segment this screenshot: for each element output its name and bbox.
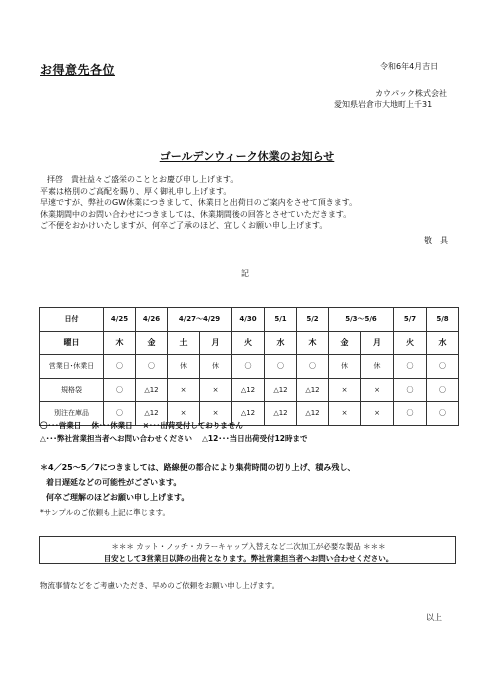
schedule-cell: 5/3〜5/6 (329, 308, 394, 332)
schedule-cell: △12 (232, 402, 265, 426)
schedule-cell: 月 (200, 331, 232, 355)
schedule-cell: × (329, 402, 361, 426)
ki-marker: 記 (241, 269, 249, 278)
schedule-cell: 土 (168, 331, 200, 355)
closing-request: 物流事情などをご考慮いただき、早めのご依頼をお願い申し上げます。 (40, 581, 280, 590)
recipient-heading: お得意先各位 (40, 63, 116, 77)
row-label: 営業日･休業日 (40, 355, 104, 379)
schedule-cell: 〇 (427, 355, 459, 379)
schedule-cell: 金 (136, 331, 168, 355)
body-line-1: 拝啓 貴社益々ご盛栄のこととお慶び申し上げます。 (47, 175, 239, 184)
box-line-1: ＊＊＊ カット・ノッチ・カラーキャップ入替えなど二次加工が必要な製品 ＊＊＊ (111, 542, 386, 551)
schedule-cell: × (329, 378, 361, 402)
schedule-cell: × (200, 402, 232, 426)
schedule-cell: △12 (297, 402, 329, 426)
schedule-cell: 〇 (136, 355, 168, 379)
schedule-cell: × (200, 378, 232, 402)
schedule-cell: 木 (104, 331, 136, 355)
company-address: 愛知県岩倉市大地町上千31 (334, 100, 433, 109)
body-line-5: ご不便をおかけいたしますが、何卒ご了承のほど、宜しくお願い申し上げます。 (40, 221, 328, 230)
schedule-cell: 水 (265, 331, 297, 355)
schedule-cell: 〇 (232, 355, 265, 379)
schedule-cell: △12 (297, 378, 329, 402)
notice-body (40, 174, 357, 232)
notice-title: ゴールデンウィーク休業のお知らせ (159, 150, 335, 163)
weekday-row (40, 331, 459, 355)
schedule-cell: 〇 (104, 355, 136, 379)
note-line-3: 何卒ご理解のほどお願い申し上げます。 (46, 493, 190, 502)
schedule-cell: 〇 (427, 378, 459, 402)
schedule-cell: 休 (200, 355, 232, 379)
ijo-end-marker: 以上 (426, 613, 442, 622)
schedule-cell: 火 (394, 331, 427, 355)
body-line-2: 平素は格別のご高配を賜り、厚く御礼申し上げます。 (40, 186, 232, 196)
schedule-cell: 水 (427, 331, 459, 355)
schedule-cell: 5/7 (394, 308, 427, 332)
schedule-cell: 〇 (427, 402, 459, 426)
row-label: 別注在庫品 (40, 402, 104, 426)
schedule-cell: △12 (265, 402, 297, 426)
schedule-cell: 〇 (104, 402, 136, 426)
body-line-4: 休業期間中のお問い合わせにつきましては、休業期間後の回答とさせていただきます。 (40, 209, 352, 219)
schedule-cell: 4/27〜4/29 (168, 308, 232, 332)
schedule-cell: 〇 (104, 378, 136, 402)
processing-notice-box (39, 536, 456, 564)
schedule-cell: 4/30 (232, 308, 265, 332)
schedule-cell: 〇 (265, 355, 297, 379)
schedule-cell: 火 (232, 331, 265, 355)
box-line-2: 目安として3営業日以降の出荷となります。弊社営業担当者へお問い合わせください。 (103, 554, 394, 563)
schedule-cell: 5/2 (297, 308, 329, 332)
row-label: 曜日 (40, 331, 104, 355)
legend-line-2: △･･･弊社営業担当者へお問い合わせください △12･･･当日出荷受付12時まで (40, 434, 308, 443)
schedule-cell: 木 (297, 331, 329, 355)
schedule-cell: 〇 (394, 355, 427, 379)
schedule-cell: 休 (329, 355, 361, 379)
note-line-2: 着日遅延などの可能性がございます。 (46, 478, 182, 487)
note-line-4: *サンプルのご依頼も上記に準じます。 (40, 508, 170, 517)
schedule-cell: △12 (265, 378, 297, 402)
schedule-cell: 5/8 (427, 308, 459, 332)
schedule-cell: 月 (361, 331, 394, 355)
schedule-cell: 〇 (394, 402, 427, 426)
schedule-cell: 金 (329, 331, 361, 355)
schedule-cell: × (168, 378, 200, 402)
schedule-cell: × (361, 402, 394, 426)
schedule-cell: 〇 (297, 355, 329, 379)
row-label: 日付 (40, 308, 104, 332)
schedule-cell: △12 (232, 378, 265, 402)
schedule-cell: × (168, 402, 200, 426)
note-line-1: ＊4／25〜5／7につきましては、路線便の都合により集荷時間の切り上げ、積み残し、 (40, 463, 356, 472)
body-line-3: 早速ですが、弊社のGW休業につきまして、休業日と出荷日のご案内をさせて頂きます。 (40, 198, 358, 207)
date-row (40, 308, 459, 332)
schedule-cell: △12 (136, 402, 168, 426)
company-name: カウパック株式会社 (375, 89, 447, 98)
keigu-closing: 敬 具 (424, 236, 448, 245)
legend-line-1: 〇･･･営業日 休･･･休業日 ×･･･出荷受付しておりません (40, 421, 243, 430)
schedule-cell: △12 (136, 378, 168, 402)
holiday-schedule-table (39, 307, 459, 426)
schedule-cell: 休 (168, 355, 200, 379)
issue-date: 令和6年4月吉日 (380, 62, 439, 71)
schedule-cell: 休 (361, 355, 394, 379)
schedule-cell: 4/25 (104, 308, 136, 332)
row-label: 規格袋 (40, 378, 104, 402)
schedule-cell: 4/26 (136, 308, 168, 332)
schedule-cell: 5/1 (265, 308, 297, 332)
schedule-cell: × (361, 378, 394, 402)
schedule-cell: 〇 (394, 378, 427, 402)
business-day-row (40, 355, 459, 379)
standard-bag-row (40, 378, 459, 402)
